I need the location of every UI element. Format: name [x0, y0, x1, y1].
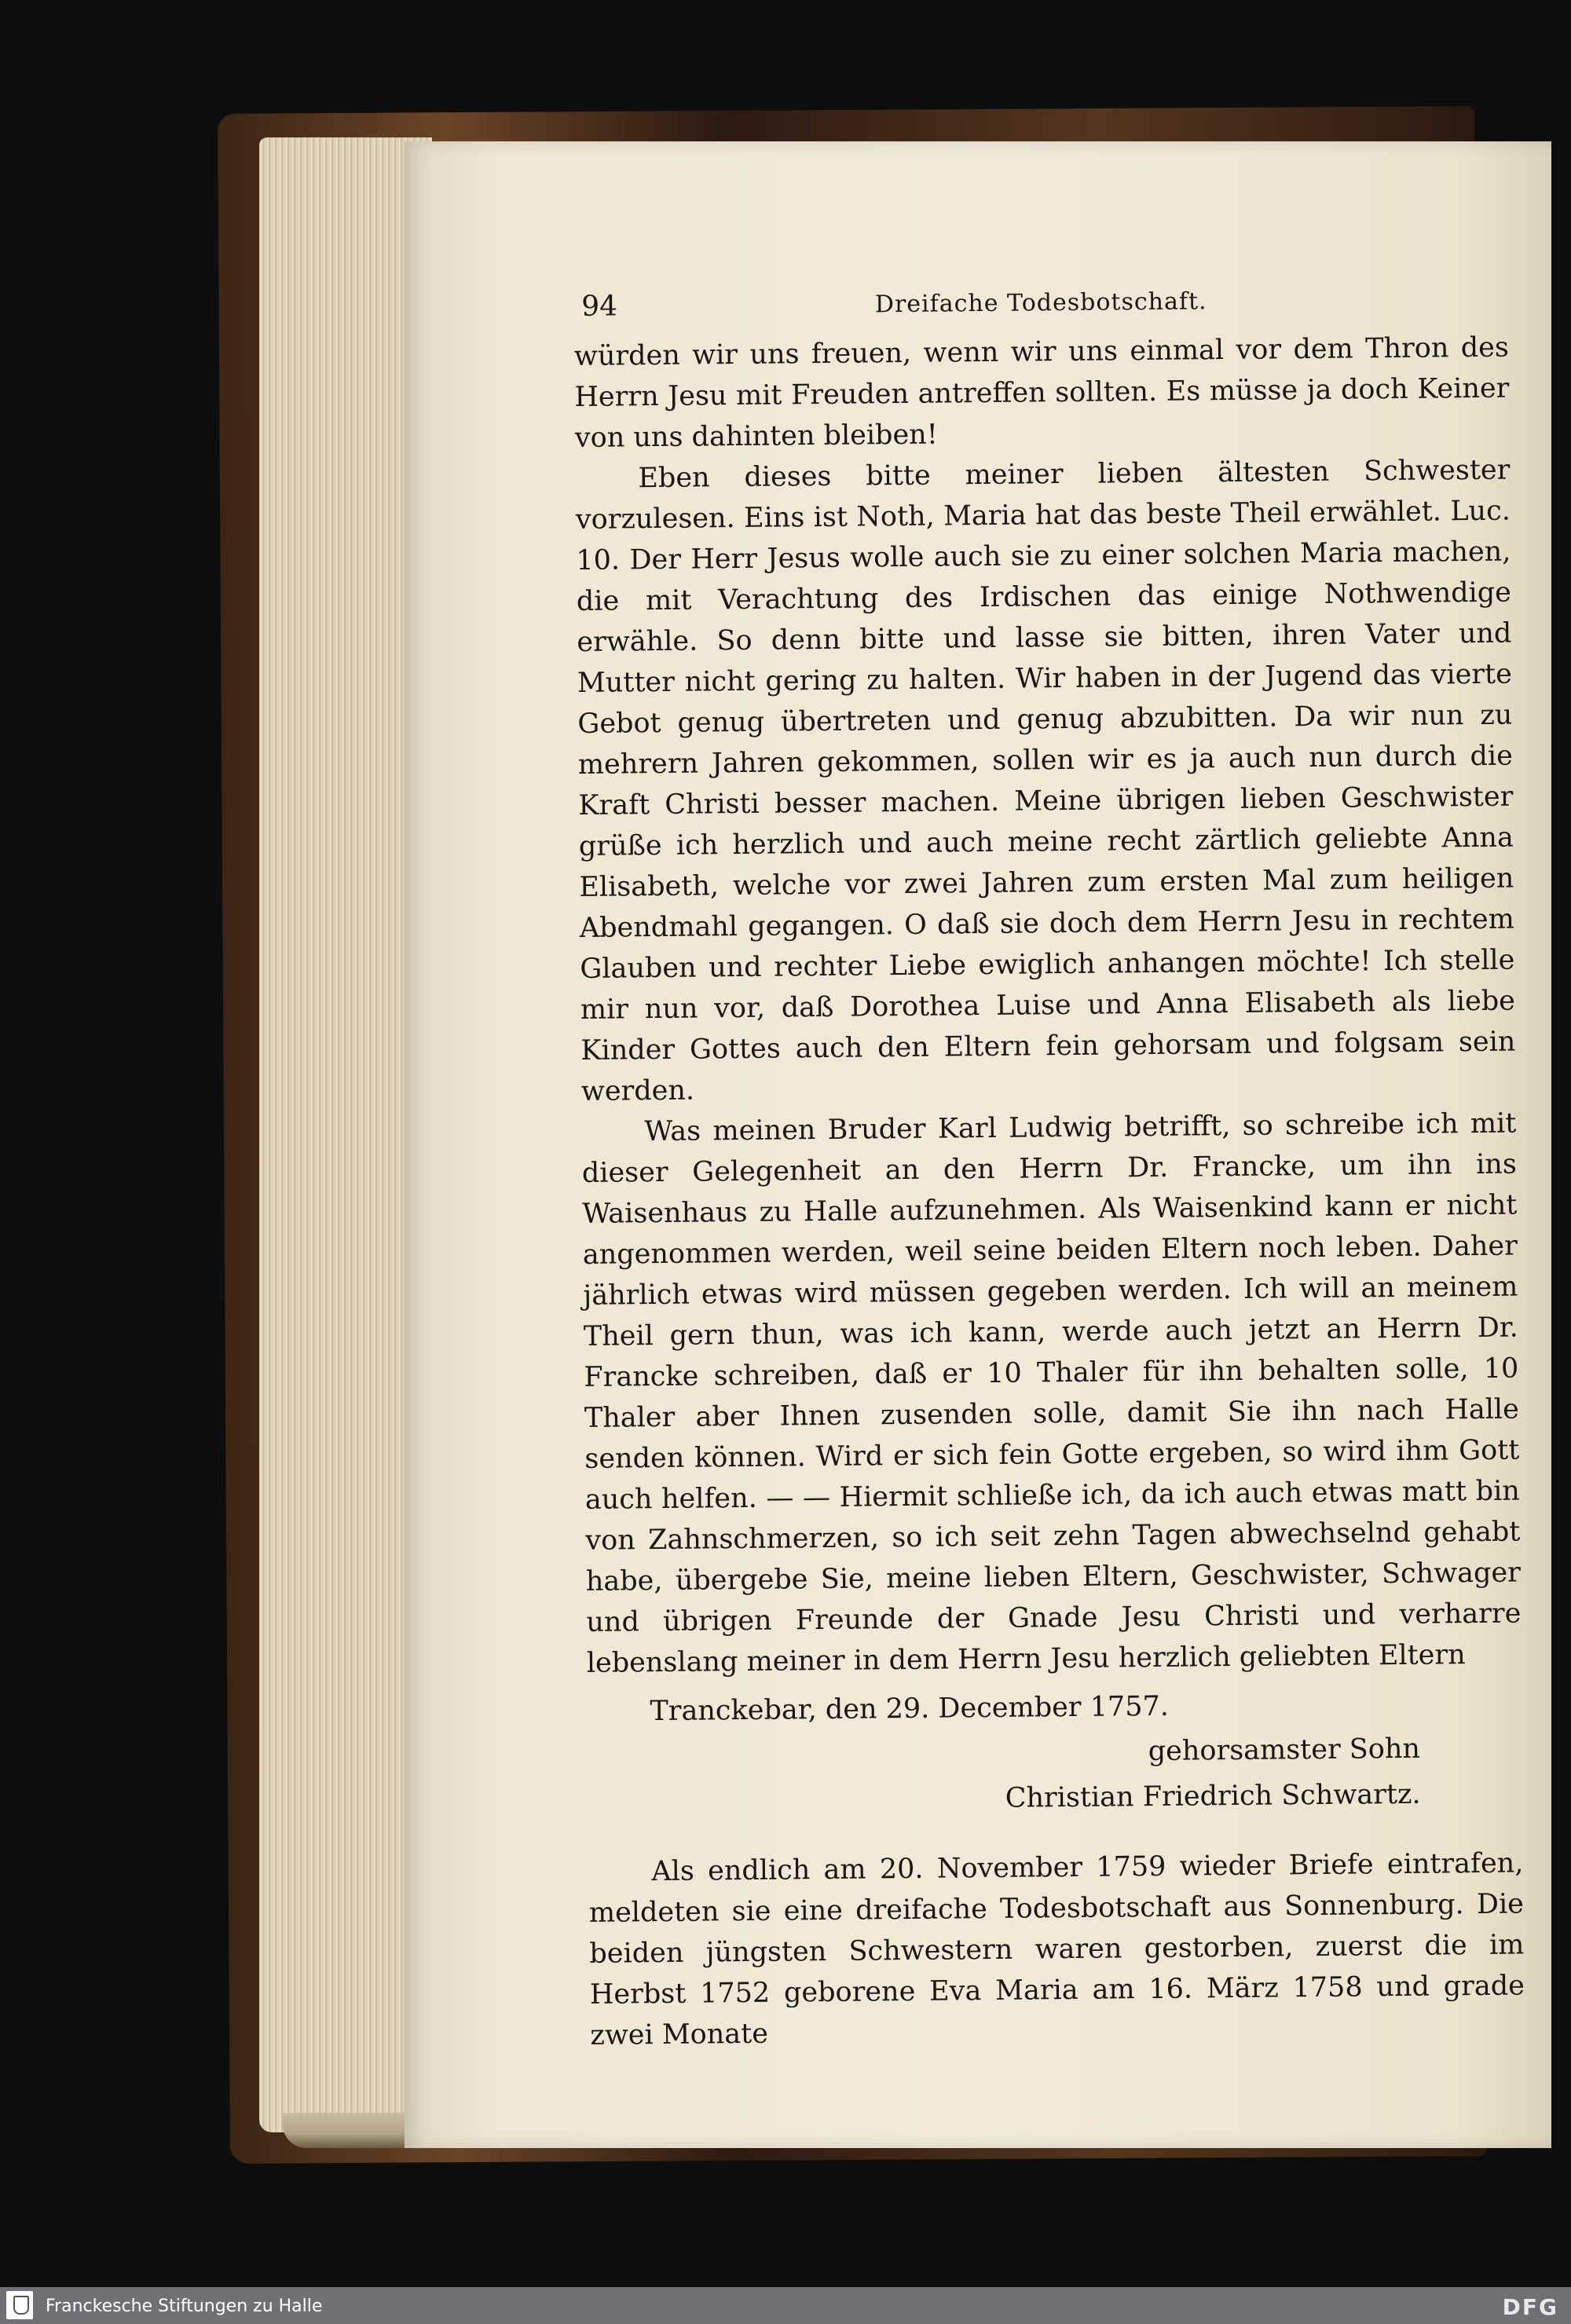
paragraph-3: Was meinen Bruder Karl Ludwig betrifft, so schreibe ich mit dieser Gelegenheit an den Herrn Dr. Francke, um ihn ins Waisenhaus zu Halle aufzunehmen. Als Waisenkind kann er nicht angenommen werden, weil seine beiden Eltern noch leben. Daher jährlich etwas wird müssen gegeben werden. Ich will an meinem Theil gern thun, was ich kann, werde auch jetzt an Herrn Dr. Francke schreiben, daß er 10 Thaler für ihn behalten solle, 10 Thaler aber Ihnen zusenden solle, damit Sie ihn nach Halle senden können. Wird er sich fein Gotte ergeben, so wird ihm Gott auch helfen. — — Hiermit schließe ich, da ich auch etwas matt bin von Zahnschmerzen, so ich seit zehn Tagen abwechselnd gehabt habe, übergebe Sie, meine lieben Eltern, Geschwister, Schwager und übrigen Freunde der Gnade Jesu Christi und verharre lebenslang meiner in dem Herrn Jesu herzlich geliebten Eltern — [581, 1107, 1522, 1679]
dfg-logo[interactable]: DFG — [1502, 2294, 1558, 2320]
viewer-footer — [0, 2287, 1571, 2324]
page-text — [573, 274, 1525, 2056]
page-number: 94 — [581, 290, 618, 323]
institution-name[interactable]: Franckesche Stiftungen zu Halle — [46, 2297, 323, 2316]
institution-logo-icon[interactable] — [6, 2291, 33, 2319]
paragraph-final: Als endlich am 20. November 1759 wieder Briefe eintrafen, meldeten sie eine dreifache Todesbotschaft aus Sonnenburg. Die beiden jüngsten Schwestern waren gestorben, zuerst die im Herbst 1752 geborene Eva Maria am 16. März 1758 und grade zwei Monate — [588, 1847, 1525, 2051]
paragraph-2: Eben dieses bitte meiner lieben ältesten Schwester vorzulesen. Eins ist Noth, Maria hat das beste Theil erwählet. Luc. 10. Der Herr Jesus wolle auch sie zu einer solchen Maria machen, die mit Verachtung des Irdischen das einige Nothwendige erwähle. So denn bitte und lasse sie bitten, ihren Vater und Mutter nicht gering zu halten. Wir haben in der Jugend das vierte Gebot genug übertreten und genug abzubitten. Da wir nun zu mehrern Jahren gekommen, sollen wir es ja auch nun durch die Kraft Christi besser machen. Meine übrigen lieben Geschwister grüße ich herzlich und auch meine recht zärtlich geliebte Anna Elisabeth, welche vor zwei Jahren zum ersten Mal zum heiligen Abendmahl gegangen. O daß sie doch dem Herrn Jesu in rechtem Glauben und rechter Liebe ewiglich anhangen möchte! Ich stelle mir nun vor, daß Dorothea Luise und Anna Elisabeth als liebe Kinder Gottes auch den Eltern fein gehorsam und folgsam sein werden. — [575, 454, 1516, 1107]
paragraph-1: würden wir uns freuen, wenn wir uns einmal vor dem Thron des Herrn Jesu mit Freuden antreffen sollten. Es müsse ja doch Keiner von uns dahinten bleiben! — [573, 331, 1510, 454]
letter-dateline: Tranckebar, den 29. December 1757. — [650, 1690, 1170, 1728]
running-title: Dreifache Todesbotschaft. — [874, 287, 1207, 319]
letter-signatory: Christian Friedrich Schwartz. — [1005, 1778, 1421, 1814]
letter-closing: gehorsamster Sohn — [1148, 1733, 1421, 1768]
page-header — [573, 274, 1509, 330]
